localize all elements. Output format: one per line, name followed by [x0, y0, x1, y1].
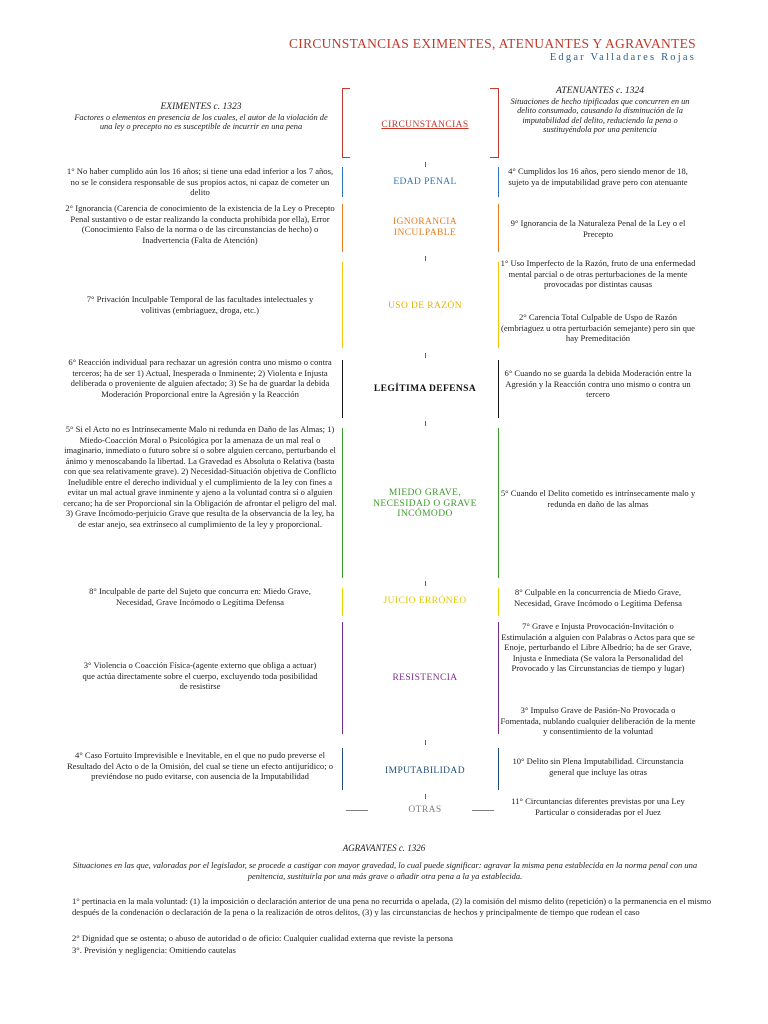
separator-mark [425, 740, 426, 745]
bracket-right-ignorancia [498, 204, 499, 252]
eximente-imputabilidad: 4° Caso Fortuito Imprevisible e Inevitable, en el que no pudo preverse el Resultado del Acto o de la Omisión, del cual se tiene un efecto antijurídico; o previéndose no pudo evitarse, con ausencia de la Imputabilidad [66, 750, 334, 781]
agravante-item-2: 2° Dignidad que se ostenta; o abuso de autoridad o de oficio: Cualquier cualidad externa que reviste la persona [72, 933, 453, 943]
category-miedo-grave: MIEDO GRAVE, NECESIDAD O GRAVE INCÓMODO [373, 488, 477, 519]
atenuante-resistencia-1: 7° Grave e Injusta Provocación-Invitación o Estimulación a alguien con Palabras o Actos para que se Enoje, perturbando el Libre Albedrío; ha de ser Grave, Injusta e Inmediata (Se valora la Personalidad del Provocado y las Circunstancias de tiempo y lugar) [501, 621, 695, 673]
bracket-left-edad [342, 167, 343, 197]
atenuantes-heading: ATENUANTES c. 1324 [555, 86, 645, 96]
bracket-left-miedo [342, 428, 343, 578]
separator-mark [425, 353, 426, 358]
category-juicio-erroneo: JUICIO ERRÓNEO [383, 596, 467, 606]
eximente-edad: 1° No haber cumplido aún los 16 años; si tiene una edad inferior a los 7 años, no se le considera responsable de sus propios actos, ni capaz de cometer un delito [66, 166, 334, 197]
agravantes-description: Situaciones en las que, valoradas por el legislador, se procede a castigar con mayor gravedad, lo cual puede significar: agravar la misma pena establecida en la norma penal con una penitencia, sustituirla por una más grave o añadir otra pena a la ya establecida. [72, 860, 698, 881]
atenuante-ignorancia: 9° Ignorancia de la Naturaleza Penal de la Ley o el Precepto [510, 218, 686, 239]
separator-mark [425, 794, 426, 799]
bracket-left-circunstancias-top [342, 88, 350, 89]
atenuante-resistencia-2: 3° Impulso Grave de Pasión-No Provocada o Fomentada, nublando cualquier deliberación de la mente y consentimiento de la voluntad [500, 705, 696, 736]
agravante-item-1: 1° pertinacia en la mala voluntad: (1) la imposición o declaración anterior de una pena no recurrida o apelada, (2) la comisión del mismo delito (repetición) o la permanencia en el mismo después de la condenación o declaración de la pena o la realización de otros delitos, (3) y las circunstancias de hechos y principalmente de tiempo que rodean el caso [72, 896, 712, 917]
eximentes-heading: EXIMENTES c. 1323 [160, 102, 242, 112]
bracket-left-resistencia [342, 622, 343, 734]
atenuante-uso-de-razon-1: 1° Uso Imperfecto de la Razón, fruto de una enfermedad mental parcial o de otras perturbaciones de la mente provocadas por distintas causas [500, 258, 696, 289]
bracket-left-circunstancias [342, 88, 343, 158]
agravantes-heading: AGRAVANTES c. 1326 [342, 843, 426, 853]
category-uso-de-razon: USO DE RAZÓN [388, 301, 462, 311]
eximentes-description: Factores o elementos en presencia de los cuales, el autor de la violación de una ley o precepto no es susceptible de incurrir en una pena [74, 112, 328, 132]
eximente-juicio-erroneo: 8° Inculpable de parte del Sujeto que concurra en: Miedo Grave, Necesidad, Grave Incómodo o Legítima Defensa [89, 586, 311, 607]
separator-mark [425, 162, 426, 167]
category-ignorancia-inculpable: IGNORANCIA INCULPABLE [392, 217, 458, 238]
atenuante-juicio-erroneo: 8° Culpable en la concurrencia de Miedo Grave, Necesidad, Grave Incómodo o Legítima Defensa [514, 587, 682, 608]
separator-mark [425, 256, 426, 261]
document-author: Edgar Valladares Rojas [549, 52, 696, 63]
eximente-resistencia: 3° Violencia o Coacción Física-(agente externo que obliga a actuar) que actúa directamente sobre el cuerpo, excluyendo toda posibilidad de resistirse [82, 660, 318, 691]
category-resistencia: RESISTENCIA [392, 673, 458, 683]
atenuante-uso-de-razon-2: 2° Carencia Total Culpable de Uspo de Razón (embriaguez u otra perturbación semejante) pero sin que hay Premeditación [501, 312, 695, 343]
category-otras: OTRAS [408, 805, 442, 815]
bracket-left-ignorancia [342, 204, 343, 252]
bracket-left-imputabilidad [342, 748, 343, 790]
category-imputabilidad: IMPUTABILIDAD [385, 766, 465, 776]
atenuante-otras: 11° Circuntancias diferentes previstas por una Ley Particular o consideradas por el Juez [511, 796, 685, 817]
bracket-left-circunstancias-bottom [342, 157, 350, 158]
atenuantes-description: Situaciones de hecho tipificadas que concurren en un delito consumado, causando la disminución de la imputabilidad del delito, reduciendo la pena o sustituyéndola por una penitencia [510, 96, 690, 135]
eximente-ignorancia: 2° Ignorancia (Carencia de conocimiento de la existencia de la Ley o Precepto Penal sustantivo o de estar realizando la conducta prohibida por ella), Error (Conocimiento Falso de la norma o de las circunstancias de hecho) o Inadvertencia (Falta de Atención) [65, 203, 335, 245]
eximentes-header [70, 102, 332, 132]
eximente-miedo-grave: 5° Si el Acto no es Intrínsecamente Malo ni redunda en Daño de las Almas; 1) Miedo-Coacción Moral o Psicológica por la amenaza de un mal real o imaginario, inmediato o futuro sobre sí o sobre alguien cercano, perturbando el ánimo y menoscabando la libertad. La Gravedad es Absoluta o Relativa (basta con que sea relativamente grave). 2) Necesidad-Situación objetiva de Conflicto Ineludible entre el derecho individual y el cumplimiento de la ley con fines a evitar un mal actual grave inminente y ajeno a la voluntad contra sí o alguien cercano; ha de ser Proporcional sin la Obligación de afrontar el peligro del mal. 3) Grave Incómodo-perjuicio Grave que resulta de la observancia de la ley, ha de estar anejo, sea extrínseco al cumplimiento de la ley y proporcional. [63, 424, 337, 529]
separator-mark [425, 581, 426, 586]
atenuante-legitima-defensa: 6° Cuando no se guarda la debida Moderación entre la Agresión y la Reacción contra uno mismo o contra un tercero [504, 368, 692, 399]
agravante-item-3: 3°. Previsión y negligencia: Omitiendo cautelas [72, 945, 236, 955]
atenuantes-header [508, 86, 692, 135]
category-edad-penal: EDAD PENAL [393, 177, 457, 187]
atenuante-edad: 4° Cumplidos los 16 años, pero siendo menor de 18, sujeto ya de imputabilidad grave pero con atenuante [508, 166, 688, 187]
atenuante-miedo-grave: 5° Cuando el Delito cometido es intrínsecamente malo y redunda en daño de las almas [500, 488, 696, 509]
category-legitima-defensa: LEGÍTIMA DEFENSA [373, 384, 477, 394]
bracket-left-legitima [342, 360, 343, 418]
document-title: CIRCUNSTANCIAS EXIMENTES, ATENUANTES Y AGRAVANTES [288, 36, 696, 51]
bracket-right-circunstancias-bottom [490, 157, 498, 158]
category-circunstancias: CIRCUNSTANCIAS [381, 120, 469, 130]
bracket-right-miedo [498, 428, 499, 578]
bracket-left-razon [342, 262, 343, 348]
bracket-left-juicio [342, 588, 343, 616]
separator-mark [425, 421, 426, 426]
atenuante-imputabilidad: 10° Delito sin Plena Imputabilidad. Circunstancia general que incluye las otras [512, 756, 684, 777]
eximente-uso-de-razon: 7° Privación Inculpable Temporal de las facultades intelectuales y volitivas (embriaguez, droga, etc.) [86, 294, 314, 315]
bracket-right-circunstancias-top [490, 88, 498, 89]
eximente-legitima-defensa: 6° Reacción individual para rechazar un agresión contra uno mismo o contra terceros; ha de ser 1) Actual, Inesperada o Inminente; 2) Violenta e Injusta deliberada o proveniente de alguien afectado; 3) Se ha de guardar la debida Moderación Proporcional entre la Agresión y la Reacción [68, 357, 332, 399]
